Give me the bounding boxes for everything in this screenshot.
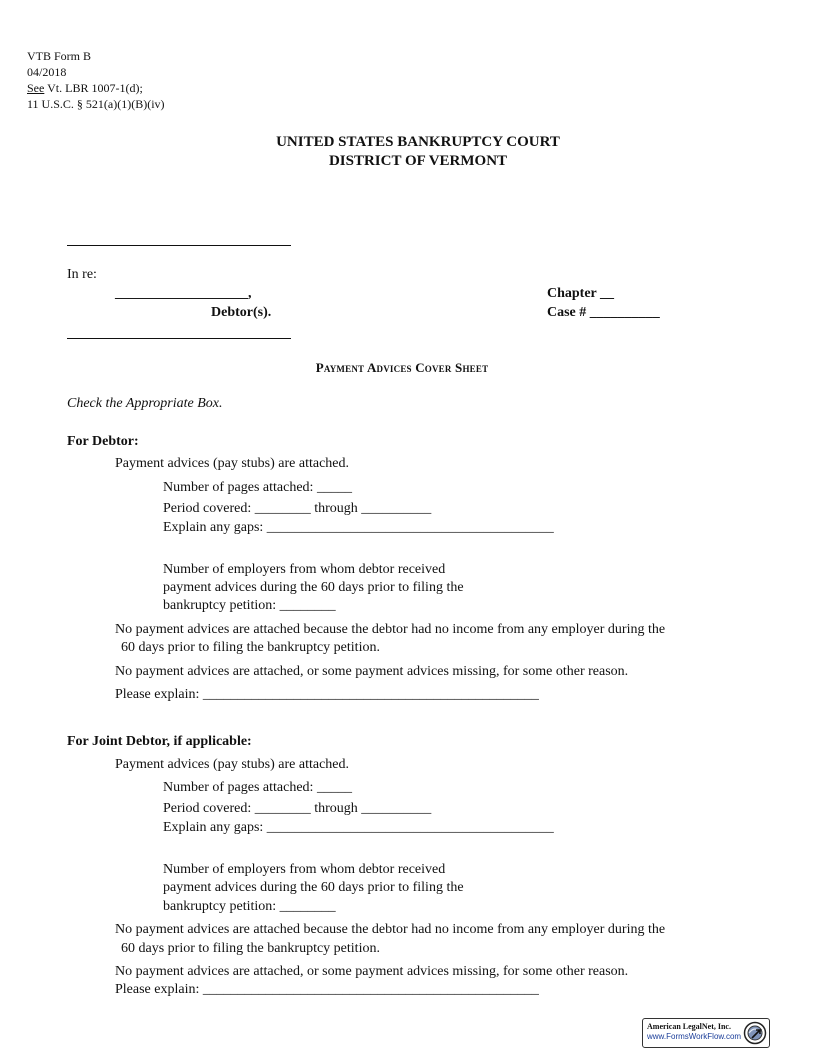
form-id: VTB Form B — [27, 49, 92, 63]
debtor-gaps-field[interactable]: Explain any gaps: _________________________________________ — [163, 520, 554, 535]
court-name: UNITED STATES BANKRUPTCY COURT — [276, 134, 560, 150]
joint-gaps-field[interactable]: Explain any gaps: _________________________________________ — [163, 820, 554, 835]
debtor-other-reason-option[interactable]: No payment advices are attached, or some payment advices missing, for some other reason. — [115, 664, 629, 679]
debtor-label: Debtor(s). — [211, 305, 272, 320]
joint-explain-field[interactable]: Please explain: ________________________________________________ — [115, 982, 539, 997]
statute-citation: 11 U.S.C. § 521(a)(1)(B)(iv) — [27, 97, 165, 111]
joint-other-reason-option[interactable]: No payment advices are attached, or some payment advices missing, for some other reason. — [115, 964, 629, 979]
instruction-text: Check the Appropriate Box. — [67, 396, 223, 411]
joint-no-income-option[interactable]: No payment advices are attached because the debtor had no income from any employer during the — [115, 922, 666, 937]
caption-bottom-rule — [67, 338, 291, 339]
joint-section-heading: For Joint Debtor, if applicable: — [67, 734, 252, 749]
rule-citation — [27, 80, 143, 96]
form-title: Payment Advices Cover Sheet — [315, 360, 489, 375]
joint-period-field[interactable]: Period covered: ________ through __________ — [163, 801, 432, 816]
debtor-attached-option[interactable]: Payment advices (pay stubs) are attached. — [115, 456, 350, 471]
debtor-employers-line-1: Number of employers from whom debtor received — [163, 562, 446, 577]
joint-employers-line-1: Number of employers from whom debtor received — [163, 862, 446, 877]
citation-see: See — [27, 81, 45, 95]
joint-employers-line-2: payment advices during the 60 days prior to filing the — [163, 880, 464, 895]
debtor-explain-field[interactable]: Please explain: ________________________________________________ — [115, 687, 539, 702]
logo-company-name: American LegalNet, Inc. — [647, 1022, 731, 1031]
globe-arrow-icon — [743, 1021, 767, 1050]
joint-attached-option[interactable]: Payment advices (pay stubs) are attached. — [115, 757, 350, 772]
american-legalnet-logo[interactable] — [642, 1018, 770, 1048]
logo-website: www.FormsWorkFlow.com — [647, 1032, 742, 1041]
joint-pages-field[interactable]: Number of pages attached: _____ — [163, 780, 352, 795]
in-re-label: In re: — [67, 267, 97, 282]
chapter-field[interactable]: Chapter __ — [547, 286, 615, 301]
form-date: 04/2018 — [27, 65, 67, 79]
debtor-no-income-line-2: 60 days prior to filing the bankruptcy petition. — [121, 640, 380, 655]
debtor-section-heading: For Debtor: — [67, 434, 139, 449]
caption-top-rule — [67, 245, 291, 246]
case-number-field[interactable]: Case # __________ — [547, 305, 660, 320]
debtor-name-field[interactable]: ___________________, — [115, 286, 252, 301]
debtor-employers-line-2: payment advices during the 60 days prior to filing the — [163, 580, 464, 595]
debtor-pages-field[interactable]: Number of pages attached: _____ — [163, 480, 352, 495]
court-district: DISTRICT OF VERMONT — [328, 153, 508, 169]
debtor-no-income-option[interactable]: No payment advices are attached because the debtor had no income from any employer during the — [115, 622, 666, 637]
joint-employers-field[interactable]: bankruptcy petition: ________ — [163, 899, 336, 914]
citation-rule: Vt. LBR 1007-1(d); — [44, 81, 143, 95]
debtor-period-field[interactable]: Period covered: ________ through __________ — [163, 501, 432, 516]
debtor-employers-field[interactable]: bankruptcy petition: ________ — [163, 598, 336, 613]
joint-no-income-line-2: 60 days prior to filing the bankruptcy petition. — [121, 941, 380, 956]
